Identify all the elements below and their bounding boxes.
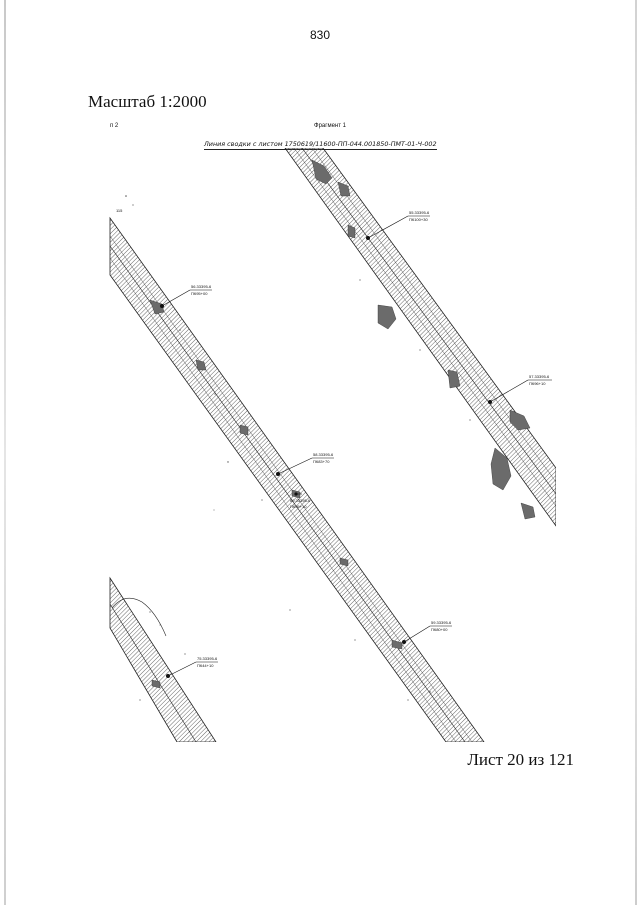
- marker-59-sub: ПК80+00: [431, 627, 448, 632]
- marker-60-code: 60.33395-6: [290, 498, 311, 503]
- marker-75: [166, 656, 218, 678]
- joint-line-label: Линия сводки с листом 1750619/11600-ПП-044.001850-ПМТ-01-Ч-002: [204, 140, 437, 148]
- marker-75-sub: ПК44+10: [197, 663, 214, 668]
- marker-59-code: 59.33395-6: [431, 620, 452, 625]
- scan-noise: [125, 195, 470, 700]
- frame-label: п 2: [110, 123, 119, 129]
- page-number: 830: [309, 28, 331, 42]
- marker-58-sub: ПК83+70: [313, 459, 330, 464]
- marker-58-code: 58.33395-6: [313, 452, 334, 457]
- scale-label: Масштаб 1:2000: [88, 92, 207, 111]
- marker-57-sub: ПК96+10: [529, 381, 546, 386]
- sheet-label: Лист 20 из 121: [467, 750, 574, 769]
- vegetation-areas: [150, 160, 535, 688]
- marker-56-sub: ПК95+00: [191, 291, 208, 296]
- corner-label: 115: [116, 208, 123, 213]
- marker-57-code: 57.33395-6: [529, 374, 550, 379]
- marker-55-sub: ПК100+30: [409, 217, 428, 222]
- marker-75-code: 75.33395-6: [197, 656, 218, 661]
- marker-60-sub: ПК95+10: [290, 504, 307, 509]
- marker-56-code: 56.33395-6: [191, 284, 212, 289]
- marker-55-code: 55.33395-6: [409, 210, 430, 215]
- fragment-label: Фрагмент 1: [314, 123, 346, 129]
- corridor-right: [285, 148, 556, 526]
